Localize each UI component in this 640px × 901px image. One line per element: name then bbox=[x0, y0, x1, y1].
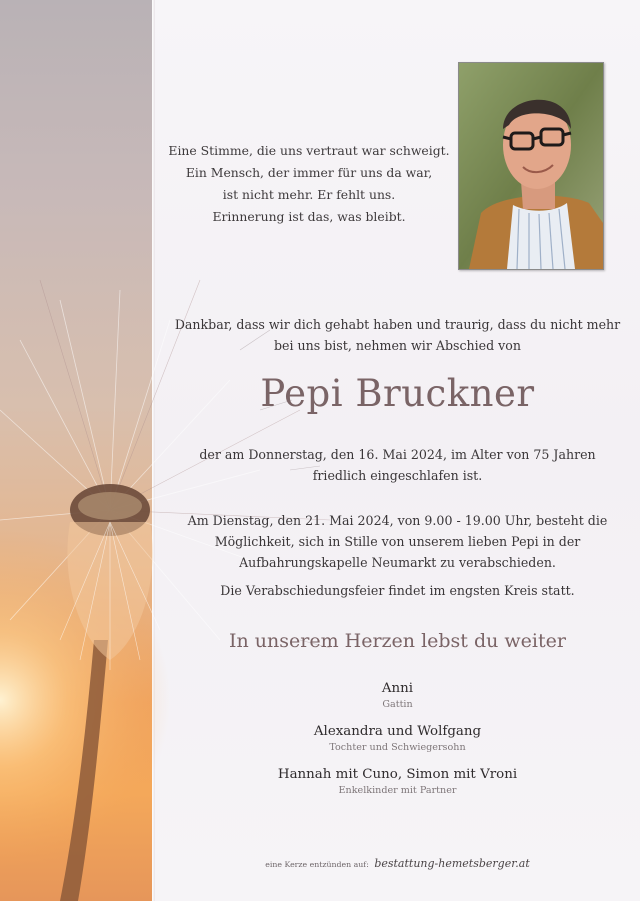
portrait-photo bbox=[458, 62, 604, 270]
ceremony-info: Die Verabschiedungsfeier findet im engsten Kreis statt. bbox=[220, 583, 575, 598]
obituary-content bbox=[155, 0, 640, 901]
viewing-line: Aufbahrungskapelle Neumarkt zu verabschieden. bbox=[239, 555, 556, 570]
memorial-poem bbox=[155, 140, 463, 228]
death-notice-line: der am Donnerstag, den 16. Mai 2024, im Alter von 75 Jahren bbox=[199, 447, 596, 462]
intro-line: bei uns bist, nehmen wir Abschied von bbox=[273, 338, 521, 353]
deceased-name: Pepi Bruckner bbox=[260, 372, 535, 415]
family-member-name: Anni bbox=[381, 681, 414, 696]
farewell-intro bbox=[155, 314, 640, 356]
footer-prefix: eine Kerze entzünden auf: bbox=[265, 860, 369, 869]
poem-line: Ein Mensch, der immer für uns da war, bbox=[185, 165, 433, 180]
family-member-name: Alexandra und Wolfgang bbox=[313, 724, 482, 739]
viewing-line: Am Dienstag, den 21. Mai 2024, von 9.00 - 19.00 Uhr, besteht die bbox=[187, 513, 608, 528]
memorial-motto: In unserem Herzen lebst du weiter bbox=[229, 630, 566, 652]
viewing-line: Möglichkeit, sich in Stille von unserem lieben Pepi in der bbox=[214, 534, 581, 549]
poem-line: Eine Stimme, die uns vertraut war schweigt. bbox=[168, 143, 450, 158]
family-member-role: Enkelkinder mit Partner bbox=[338, 785, 457, 796]
family-member bbox=[155, 680, 640, 711]
family-member-name: Hannah mit Cuno, Simon mit Vroni bbox=[277, 767, 518, 782]
funeral-home-website[interactable]: bestattung-hemetsberger.at bbox=[374, 857, 530, 870]
candle-footer bbox=[155, 857, 640, 870]
poem-line: Erinnerung ist das, was bleibt. bbox=[212, 209, 406, 224]
intro-line: Dankbar, dass wir dich gehabt haben und traurig, dass du nicht mehr bbox=[174, 317, 621, 332]
poem-line: ist nicht mehr. Er fehlt uns. bbox=[222, 187, 396, 202]
family-member-role: Tochter und Schwiegersohn bbox=[329, 742, 466, 753]
death-notice-line: friedlich eingeschlafen ist. bbox=[312, 468, 483, 483]
viewing-info bbox=[155, 510, 640, 573]
family-member bbox=[155, 766, 640, 797]
portrait-illustration bbox=[459, 63, 603, 269]
family-member-role: Gattin bbox=[382, 699, 413, 710]
death-notice bbox=[155, 444, 640, 486]
family-member bbox=[155, 723, 640, 754]
family-list bbox=[155, 680, 640, 809]
